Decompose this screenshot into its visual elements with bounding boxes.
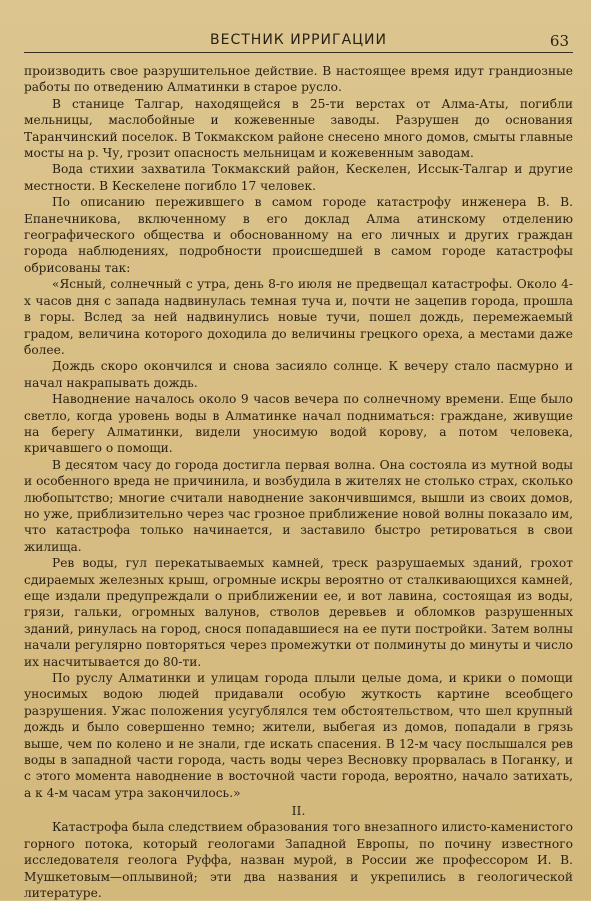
paragraph: «Ясный, солнечный с утра, день 8-го июля не предвещал катастрофы. Около 4-х часов дня с запада надвинулась темная туча и, почти не зацепив города, прошла в горы. Вслед за ней надвинулись новые тучи, пошел дождь, перемежаемый градом, величина которого доходила до величины грецкого ореха, а местами даже более. — [24, 277, 573, 357]
paragraph: Вода стихии захватила Токмакский район, Кескелен, Иссык-Талгар и другие местности. В Кескелене погибло 17 человек. — [24, 162, 573, 193]
paragraph: В десятом часу до города достигла первая волна. Она состояла из мутной воды и особенного вреда не причинила, и возбудила в жителях не столько страх, сколько любопытство; многие считали наводнение закончившимся, вышли из своих домов, но уже, приблизительно через час грозное приближение новой волны показало им, что катастрофа только начинается, и заставило быстро ретироваться в свои жилища. — [24, 457, 573, 554]
paragraph: По руслу Алматинки и улицам города плыли целые дома, и крики о помощи уносимых водою людей придавали особую жуткость картине всеобщего разрушения. Ужас положения усугублялся тем обстоятельством, что шел крупный дождь и было совершенно темно; жители, выбегая из домов, попадали в грязь выше, чем по колено и не знали, где искать спасения. В 12-м часу послышался рев воды в западной части города, часть воды через Весновку прорвалась в Поганку, и с этого момента наводнение в восточной части города, вероятно, начало затихать, а к 4-м часам утра закончилось.» — [24, 671, 573, 800]
journal-title: ВЕСТНИК ИРРИГАЦИИ — [210, 32, 387, 48]
page-header — [24, 26, 573, 53]
paragraph: В станице Талгар, находящейся в 25-ти верстах от Алма-Аты, погибли мельницы, маслобойные и кожевенные заводы. Разрушен до основания Таранчинский поселок. В Токмакском районе снесено много домов, смыты главные мосты на р. Чу, грозит опасность мельницам и кожевенным заводам. — [24, 96, 573, 161]
paragraph: Наводнение началось около 9 часов вечера по солнечному времени. Еще было светло, когда уровень воды в Алматинке начал подниматься: граждане, живущие на берегу Алматинки, видели уносимую водой корову, а потом человека, кричавшего о помощи. — [24, 392, 573, 456]
paragraph: Катастрофа была следствием образования того внезапного илисто-каменистого горного потока, который геологами Западной Европы, по почину известного исследователя геолога Руффа, назван мурой, в России же профессором И. В. Мушкетовым—оплывиной; эти два названия и укрепились в геологической литературе. — [24, 820, 573, 900]
paragraph: производить свое разрушительное действие. В настоящее время идут грандиозные работы по отведению Алматинки в старое русло. — [24, 64, 573, 95]
page-number: 63 — [549, 32, 569, 50]
paragraph: Дождь скоро окончился и снова засияло солнце. К вечеру стало пасмурно и начал накрапывать дождь. — [24, 359, 573, 390]
section-number: II. — [291, 803, 306, 819]
paragraph: Рев воды, гул перекатываемых камней, треск разрушаемых зданий, грохот сдираемых железных крыш, огромные искры вероятно от сталкивающихся камней, еще издали предупреждали о приближении ее, и вот лавина, состоящая из воды, грязи, гальки, огромных валунов, стволов деревьев и обломков разрушенных зданий, ринулась на город, снося попадавшиеся на ее пути постройки. Затем волны начали регулярно повторяться через промежутки от полминуты до минуты и число их насчитывается до 80-ти. — [24, 556, 573, 669]
paragraph: По описанию пережившего в самом городе катастрофу инженера В. В. Епанечникова, включенному в его доклад Алма атинскому отделению географического общества и обоснованному на его личных и других граждан города наблюдениях, подробности происшедшей в самом городе катастрофы обрисованы так: — [24, 195, 573, 275]
article-body — [24, 63, 573, 901]
